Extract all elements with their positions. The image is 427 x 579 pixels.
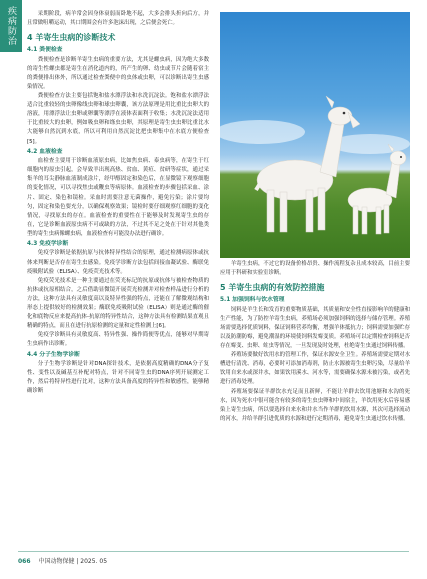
page-footer — [18, 556, 107, 565]
journal-name: 中国动物保健 | 2025. 05 — [38, 558, 108, 565]
paragraph: 免疫学诊断是依据抗原与抗体特异性结合的原理，通过检测病原体或抗体来判断是否存在寄生虫感染。免疫学诊断方法包括间接血凝试验、酶联免疫吸附试验（ELISA）、免疫荧光技术等。 — [27, 250, 209, 275]
left-column — [27, 10, 209, 396]
paragraph: 血检查主要用于诊断血液原虫病，比如焦虫病、泰虫病等，在寄生于红细胞内的原虫引起，会导致羊出现高热、贫血、黄疸、贫研等症状，通过采集羊的耳尖静脉血液制成涂片，经甲醇固定和染色后，在显微镜下观察细胞的变化情况，可以寻找焦虫或鞭虫等病原体。血液检查的步骤包括采血、涂片、固定、染色和镜检。采血时需要注意无菌操作，避免污染；涂片要均匀，固定和染色要充分，以确保观察效果；镜检时要仔细观察红细胞的变化情况，寻找原虫的存在。血液检查的重要性在于能够及时发现寄生虫的存在，它是诊断血液原虫病不可或缺的方法，不过其不足之处在于针对其他类型的寄生虫病像螺虫病，血液检查有可能没办法进行确诊。 — [27, 158, 209, 237]
page-number: 066 — [18, 558, 31, 565]
goats-photo — [220, 12, 410, 258]
paragraph: 免疫荧光技术是一种主要通过在荧光标记的抗原或抗体与被检查物质的抗体或抗原相结合，之后借助显微镜开展荧光检测并对检查样品进行分析的方法，这种方法具有灵敏度高以及特异性强的特点，还能在了解微观结构和形态上提供较好的检测效果；酶联免疫吸附试验（ELISA）则是通过酶的催化和底物反应来提高抗体-抗原的特异性结合，这种方法具有检测结果直观且精确的特点，而且在进行抗原检测的定量和定性检测上[6]。 — [27, 277, 209, 330]
section-tab: 疾病防治 — [0, 0, 22, 52]
subsection-4-1-heading: 4.1 粪便检查 — [27, 47, 63, 54]
paragraph: 羊寄生虫病，不过它的设备价格昂贵、操作流程复杂且成本较高，目前主要应用于科研和实验室诊断。 — [220, 261, 410, 277]
paragraph: 粪便检查方法主要包括饱和盐水漂浮法和水洗沉淀法。饱和盐水漂浮法适合比重较轻的虫卵像线虫卵和球虫卵囊，该方法原理是用比重比虫卵大的溶液，用漂浮法让虫卵或卵囊等漂浮在液体表面利于收集；水洗沉淀法适用于比重较大的虫卵，例如吸虫卵和绦虫虫卵，其原理是寄生虫虫卵比重比水大能够自然沉到水底，所以可利用自然沉淀比把虫卵集中在水底方便检查[5]。 — [27, 93, 209, 145]
paragraph: 分子生物学诊断是针对DNA探针技术，是依据高度精确的DNA分子复性、变性以及碱基互补配对特点，针对不同寄生虫的DNA序列开展测定工作，然后将特异性进行比对，这种方法具备高度的特异性和敏感性，能够精确诊断 — [27, 361, 209, 395]
goats-illustration — [220, 12, 410, 258]
paragraph: 免疫学诊断具有灵敏度高、特异性强、操作简便等优点，能够对早期寄生虫病作出诊断。 — [27, 332, 209, 348]
subsection-4-3-heading: 4.3 免疫学诊断 — [27, 240, 69, 247]
section-4-heading: 4 羊寄生虫病的诊断技术 — [27, 33, 116, 43]
paragraph: 饲料是羊生长和发育的重要物质基础，其质量和安全性直接影响羊的健康和生产性能，为了防控羊寄生虫病，养殖场必须加强饲料的选择与储存管理。养殖场需要选择优质饲料，保证饲料营养均衡，增强羊体抵抗力；饲料需要加强贮存以及防潮防霉，避免潮湿的环境使饲料发霉变质。养殖场可以定期检查饲料是否存在霉变、虫卵、蛀虫等情况，一旦发现及时处理，杜绝寄生虫通过饲料传播。 — [220, 306, 410, 350]
footer-divider — [18, 551, 409, 552]
subsection-4-4-heading: 4.4 分子生物学诊断 — [27, 351, 80, 358]
paragraph: 养殖场要做好饮用水的管理工作，保证水源安全卫生。养殖场需要定期对水槽进行清洗、消毒，必要时可添加消毒剂，防止水源被寄生虫卵污染，尽量给羊饮用自来水或深井水，如果饮用溪水、河水等，需要确保水源未被污染，或者先进行消毒处理。 — [220, 352, 410, 386]
subsection-4-2-heading: 4.2 血液检查 — [27, 148, 63, 155]
intro-paragraph: 采期阶段，病羊常会因身体衰弱而卧地不起，大多会排头折向后方，并且常做咀嚼运动，其口期围会有许多泡沫出现，之后便会死亡。 — [27, 11, 209, 27]
subsection-5-1-heading: 5.1 加强饲料与饮水管理 — [220, 297, 285, 304]
right-column — [220, 260, 410, 424]
paragraph: 养殖场要保证羊群饮水充足而且新鲜，不能让羊群去饮用池塘和水沟的死水，因为死水中很可能含有较多的寄生虫虫卵和中间宿主，羊饮用死水后容易感染上寄生虫病，所以要选择自来水和井水当作羊群的饮用水源，其次可选择流动的河水，并给羊群引进优质的水源和进行定期消毒，避免寄生虫通过饮水传播。 — [220, 388, 410, 422]
paragraph: 粪便检查是诊断羊寄生虫病的重要方法，尤其是螺虫病，因为绝大多数的寄生性螺虫都是寄生在消化道内的，所产生的卵、幼虫或节片会随着宿主的粪便排出体外，所以通过检查粪便中的虫体或虫卵，可以诊断出寄生虫感染情况。 — [27, 56, 209, 90]
section-5-heading: 5 羊寄生虫病的有效防控措施 — [220, 283, 325, 293]
